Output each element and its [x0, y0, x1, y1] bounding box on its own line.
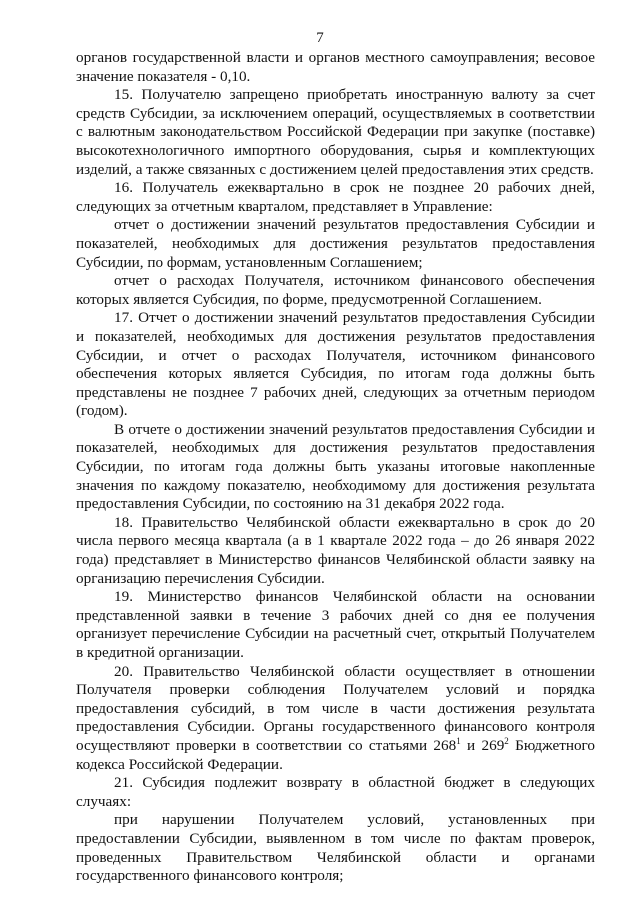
paragraph-20-text: 20. Правительство Челябинской области осуществляет в отношении Получателя проверки соблюдения Получателем условий и порядка предоставления субсидий, в том числе в части достижения результата предоставления Субсидии. Органы государственного финансового контроля осуществляют проверки в соответствии со статьями 268 — [76, 662, 595, 754]
paragraph-19: 19. Министерство финансов Челябинской области на основании представленной заявки в течение 3 рабочих дней со дня ее получения организует перечисление Субсидии на расчетный счет, открытый Получателем в кредитной организации. — [76, 588, 595, 661]
paragraph-16-item-2: отчет о расходах Получателя, источником финансового обеспечения которых является Субсидия, по форме, предусмотренной Соглашением. — [76, 272, 595, 308]
paragraph-16-item-1: отчет о достижении значений результатов предоставления Субсидии и показателей, необходимых для достижения результатов предоставления Субсидии, по формам, установленным Соглашением; — [76, 216, 595, 271]
paragraph-16: 16. Получатель ежеквартально в срок не позднее 20 рабочих дней, следующих за отчетным кварталом, представляет в Управление: — [76, 179, 595, 215]
document-body — [76, 49, 595, 886]
paragraph-21: 21. Субсидия подлежит возврату в областной бюджет в следующих случаях: — [76, 774, 595, 810]
paragraph-17-continued: В отчете о достижении значений результатов предоставления Субсидии и показателей, необходимых для достижения результатов предоставления Субсидии, по итогам года должны быть указаны итоговые накопленные значения по каждому показателю, необходимому для достижения результата предоставления Субсидии, по состоянию на 31 декабря 2022 года. — [76, 420, 595, 513]
superscript-2: 2 — [504, 735, 509, 746]
page-number: 7 — [316, 30, 324, 46]
paragraph-17: 17. Отчет о достижении значений результатов предоставления Субсидии и показателей, необходимых для достижения результатов предоставления Субсидии, и отчет о расходах Получателя, источником финансового обеспечения которых является Субсидия, по итогам года должны быть представлены не позднее 7 рабочих дней, следующих за отчетным периодом (годом). — [76, 309, 595, 420]
paragraph-21-item-1: при нарушении Получателем условий, установленных при предоставлении Субсидии, выявленном в том числе по фактам проверок, проведенных Правительством Челябинской области и органами государственного финансового контроля; — [76, 811, 595, 885]
paragraph-18: 18. Правительство Челябинской области ежеквартально в срок до 20 числа первого месяца квартала (а в 1 квартале 2022 года – до 26 января 2022 года) представляет в Министерство финансов Челябинской области заявку на организацию перечисления Субсидии. — [76, 513, 595, 587]
paragraph-20-mid: и 269 — [460, 736, 505, 754]
paragraph-20 — [76, 663, 595, 775]
paragraph-20-tail: Бюджетного кодекса Российской Федерации. — [76, 736, 595, 773]
superscript-1: 1 — [456, 735, 461, 746]
paragraph-15: 15. Получателю запрещено приобретать иностранную валюту за счет средств Субсидии, за исключением операций, осуществляемых в соответствии с валютным законодательством Российской Федерации при закупке (поставке) высокотехнологичного импортного оборудования, сырья и комплектующих изделий, а также связанных с достижением целей предоставления этих средств. — [76, 86, 595, 178]
paragraph-continuation: органов государственной власти и органов местного самоуправления; весовое значение показателя - 0,10. — [76, 49, 595, 85]
